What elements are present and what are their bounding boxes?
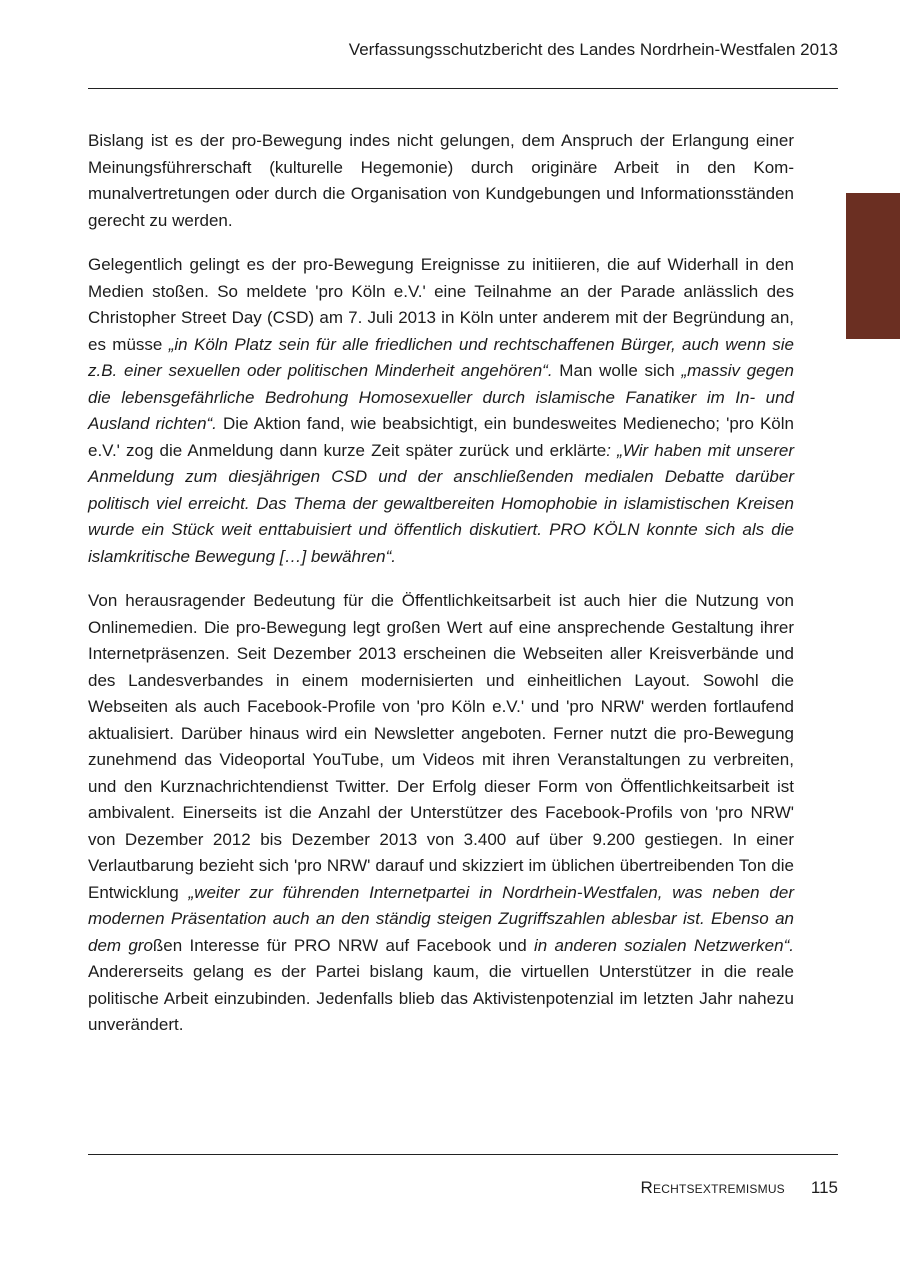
paragraph-2 — [88, 252, 794, 570]
section-name: Rechtsextremismus — [640, 1178, 785, 1197]
footer-divider — [88, 1154, 838, 1155]
text-run: Man wolle sich — [552, 361, 682, 380]
paragraph-3 — [88, 588, 794, 1039]
chapter-tab — [846, 193, 900, 339]
quote: „massiv gegen die lebensgefährliche Bedrohung Homosexueller durch islamische Fanatiker im In- und Ausland richten“. — [88, 361, 794, 433]
quote: : „Wir haben mit unserer Anmeldung zum diesjährigen CSD und der anschließenden medialen Debatte darüber politisch viel erreicht. Das Thema der gewaltbereiten Homophobie in islamistischen Kreisen wurde ein Stück weit enttabuisiert und öffentlich diskutiert. PRO KÖLN konnte sich als die islamkritische Bewegung […] bewähren“. — [88, 440, 794, 566]
text-run: Andererseits gelang es der Partei bislang kaum, die virtuellen Unterstützer in die reale politische Arbeit einzubinden. Jedenfalls blieb das Aktivistenpotenzial im letzten Jahr nahezu unverändert. — [88, 962, 794, 1034]
main-text — [88, 128, 794, 1057]
page-footer — [88, 1178, 838, 1198]
text-run: ßen Interesse für PRO NRW auf Facebook und — [152, 935, 534, 955]
text-run: Gelegentlich gelingt es der pro-Bewegung Ereignisse zu initiieren, die auf Widerhall in den Medien stoßen. So meldete 'pro Köln e.V.' eine Teilnahme an der Parade anlässlich des Christopher Street Day (CSD) am 7. Juli 2013 in Köln unter anderem mit der Begründung an, es müsse — [88, 255, 794, 354]
text-run: Von herausragender Bedeutung für die Öffentlichkeitsarbeit ist auch hier die Nutzung von Onlinemedien. Die pro-Bewegung legt großen Wert auf eine ansprechende Gestaltung ihrer Internetpräsenzen. Seit Dezember 2013 erscheinen die Webseiten aller Kreisverbände und des Landesverbandes in einem modernisierten und einheitlichen Layout. Sowohl die Webseiten als auch Facebook-Profile von 'pro Köln e.V.' und 'pro NRW' werden fortlaufend aktualisiert. Darüber hinaus wird ein Newsletter angeboten. Ferner nutzt die pro-Bewegung zunehmend das Videoportal YouTube, um Videos mit ihren Veranstaltungen zu verbreiten, und den Kurznachrichtendienst Twitter. Der Erfolg dieser Form von Öffentlichkeitsarbeit ist ambivalent. Einerseits ist die Anzahl der Unterstützer des Facebook-Profils von 'pro NRW' von Dezember 2012 bis Dezember 2013 von 3.400 auf über 9.200 gestiegen. In einer Verlautbarung bezieht sich 'pro NRW' darauf und skizziert im üblichen übertreibenden Ton die Entwicklung — [88, 591, 794, 902]
header-divider — [88, 88, 838, 89]
page-number: 115 — [810, 1178, 838, 1197]
running-header: Verfassungsschutzbericht des Landes Nordrhein-Westfalen 2013 — [348, 40, 838, 59]
text-run: Die Aktion fand, wie beabsichtigt, ein bundesweites Medienecho; 'pro Köln e.V.' zog die Anmeldung dann kurze Zeit später zurück und erklärte — [88, 414, 794, 460]
quote: „weiter zur führenden Internetpartei in Nordrhein-Westfalen, was neben der modernen Präsentation auch an den ständig steigen Zugriffszahlen ablesbar ist. Ebenso an dem gro — [88, 882, 794, 955]
quote: in anderen sozialen Netzwerken“. — [534, 935, 794, 955]
quote: „in Köln Platz sein für alle friedlichen und rechtschaffenen Bürger, auch wenn sie z.B. einer sexuellen oder politischen Minderheit angehören“. — [88, 334, 794, 380]
paragraph-1: Bislang ist es der pro-Bewegung indes nicht gelungen, dem Anspruch der Erlangung einer Meinungsführerschaft (kulturelle Hegemonie) durch originäre Arbeit in den Kommunalvertretungen oder durch die Organisation von Kundgebungen und Informationsständen gerecht zu werden. — [88, 131, 794, 230]
